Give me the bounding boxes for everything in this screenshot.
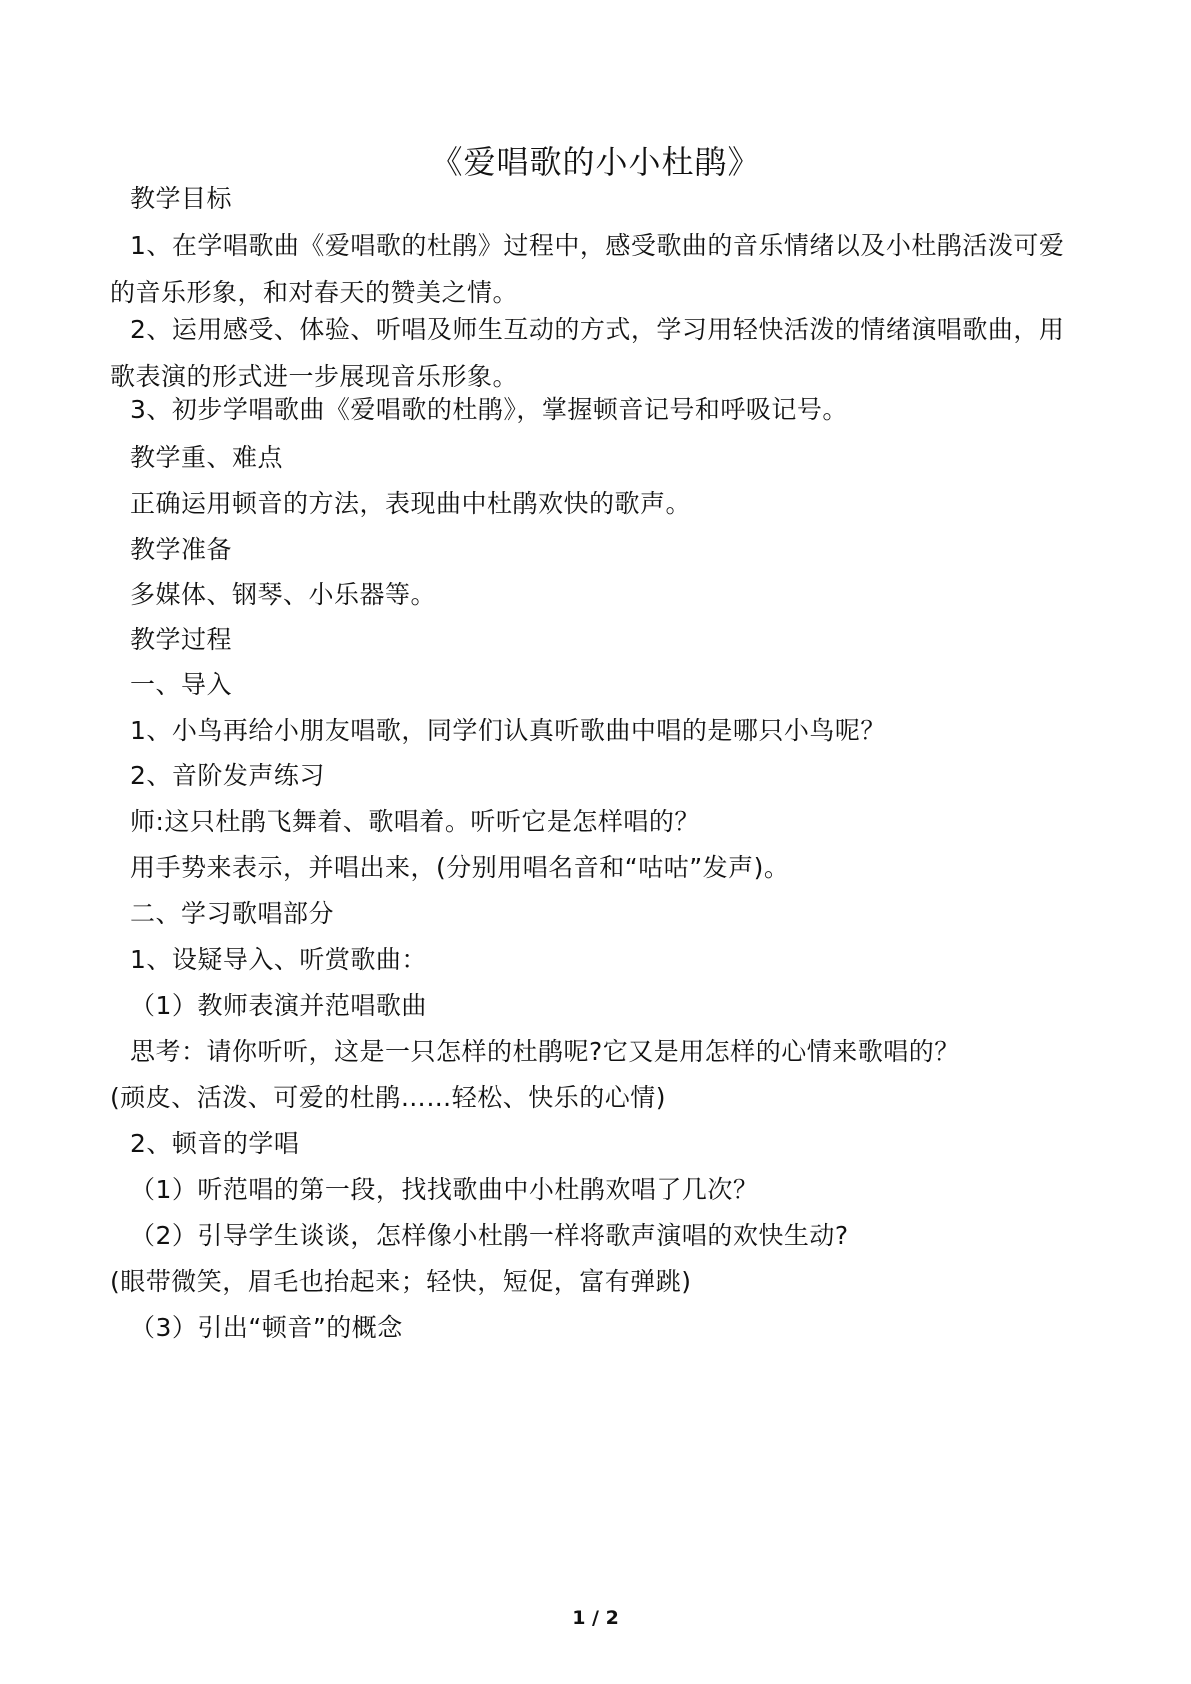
goal-paragraph-1: 1、在学唱歌曲《爱唱歌的杜鹃》过程中，感受歌曲的音乐情绪以及小杜鹃活泼可爱的音乐形象，和对春天的赞美之情。 — [110, 231, 1065, 307]
page-number: 1 / 2 — [572, 1607, 619, 1629]
singing-sub-1: （1）教师表演并范唱歌曲 — [130, 991, 427, 1020]
heading-preparation: 教学准备 — [130, 535, 233, 564]
goal-paragraph-2: 2、运用感受、体验、听唱及师生互动的方式，学习用轻快活泼的情绪演唱歌曲，用歌表演的形式进一步展现音乐形象。 — [110, 315, 1065, 391]
thinking-answer: (顽皮、活泼、可爱的杜鹃……轻松、快乐的心情) — [110, 1083, 667, 1112]
singing-item-1: 1、设疑导入、听赏歌曲： — [130, 945, 427, 974]
teacher-line: 师:这只杜鹃飞舞着、歌唱着。听听它是怎样唱的？ — [130, 807, 700, 836]
singing-item-2: 2、顿音的学唱 — [130, 1129, 300, 1158]
section-intro: 一、导入 — [130, 670, 233, 699]
preparation-text: 多媒体、钢琴、小乐器等。 — [130, 580, 437, 609]
staccato-sub-1: （1）听范唱的第一段，找找歌曲中小杜鹃欢唱了几次？ — [130, 1175, 759, 1204]
heading-teaching-goals: 教学目标 — [130, 184, 233, 213]
staccato-sub-2: （2）引导学生谈谈，怎样像小杜鹃一样将歌声演唱的欢快生动? — [130, 1221, 849, 1250]
heading-process: 教学过程 — [130, 625, 233, 654]
staccato-sub-3: （3）引出“顿音”的概念 — [130, 1313, 403, 1342]
thinking-question: 思考：请你听听，这是一只怎样的杜鹃呢?它又是用怎样的心情来歌唱的？ — [130, 1037, 960, 1066]
intro-item-1: 1、小鸟再给小朋友唱歌，同学们认真听歌曲中唱的是哪只小鸟呢？ — [130, 716, 886, 745]
staccato-answer: (眼带微笑，眉毛也抬起来；轻快，短促，富有弹跳) — [110, 1267, 692, 1296]
goal-line-3: 3、初步学唱歌曲《爱唱歌的杜鹃》，掌握顿音记号和呼吸记号。 — [130, 395, 848, 424]
section-singing: 二、学习歌唱部分 — [130, 899, 335, 928]
gesture-line: 用手势来表示，并唱出来，(分别用唱名音和“咕咕”发声)。 — [130, 853, 790, 882]
heading-key-points: 教学重、难点 — [130, 443, 284, 472]
key-points-text: 正确运用顿音的方法，表现曲中杜鹃欢快的歌声。 — [130, 489, 692, 518]
document-title: 《爱唱歌的小小杜鹃》 — [430, 143, 761, 181]
intro-item-2: 2、音阶发声练习 — [130, 761, 325, 790]
